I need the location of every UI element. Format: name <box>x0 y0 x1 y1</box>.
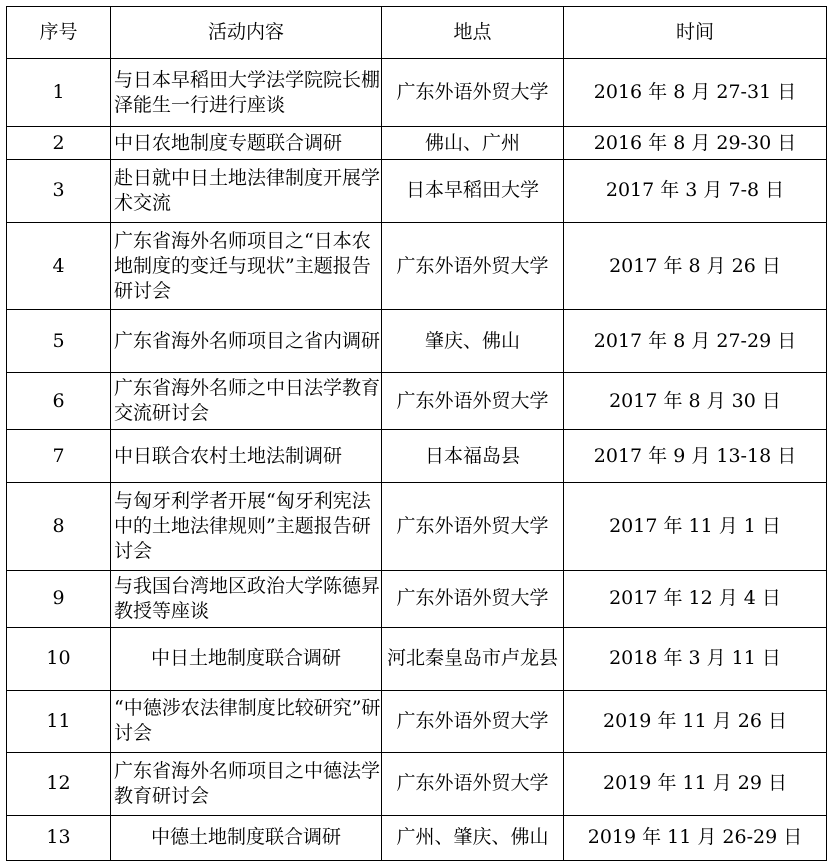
row-content: 中德土地制度联合调研 <box>111 815 382 860</box>
row-content: 与匈牙利学者开展“匈牙利宪法中的土地法律规则”主题报告研讨会 <box>111 482 382 570</box>
table-row <box>7 222 827 310</box>
row-place: 广东外语外贸大学 <box>382 753 564 816</box>
row-content: “中德涉农法律制度比较研究”研讨会 <box>111 690 382 753</box>
row-number: 4 <box>7 222 111 310</box>
table-row <box>7 753 827 816</box>
row-time: 2017 年 8 月 26 日 <box>564 222 827 310</box>
row-content: 赴日就中日土地法律制度开展学术交流 <box>111 160 382 223</box>
table-row <box>7 815 827 860</box>
row-number: 8 <box>7 482 111 570</box>
row-number: 9 <box>7 570 111 627</box>
row-content: 广东省海外名师项目之省内调研 <box>111 310 382 373</box>
table-row <box>7 482 827 570</box>
header-content: 活动内容 <box>111 7 382 59</box>
header-no: 序号 <box>7 7 111 59</box>
row-content: 与日本早稻田大学法学院院长棚泽能生一行进行座谈 <box>111 59 382 127</box>
table-row <box>7 310 827 373</box>
row-place: 肇庆、佛山 <box>382 310 564 373</box>
row-time: 2017 年 12 月 4 日 <box>564 570 827 627</box>
row-content: 中日联合农村土地法制调研 <box>111 430 382 482</box>
row-number: 3 <box>7 160 111 223</box>
row-place: 广东外语外贸大学 <box>382 59 564 127</box>
row-time: 2017 年 8 月 27-29 日 <box>564 310 827 373</box>
row-number: 11 <box>7 690 111 753</box>
table-row <box>7 628 827 691</box>
row-place: 日本早稻田大学 <box>382 160 564 223</box>
table-row <box>7 160 827 223</box>
row-place: 广州、肇庆、佛山 <box>382 815 564 860</box>
row-place: 佛山、广州 <box>382 126 564 159</box>
row-time: 2017 年 11 月 1 日 <box>564 482 827 570</box>
row-place: 广东外语外贸大学 <box>382 222 564 310</box>
row-number: 6 <box>7 372 111 429</box>
row-place: 日本福岛县 <box>382 430 564 482</box>
row-number: 5 <box>7 310 111 373</box>
table-row <box>7 126 827 159</box>
row-number: 7 <box>7 430 111 482</box>
row-time: 2016 年 8 月 27-31 日 <box>564 59 827 127</box>
row-time: 2017 年 3 月 7-8 日 <box>564 160 827 223</box>
table-row <box>7 570 827 627</box>
row-number: 2 <box>7 126 111 159</box>
row-content: 中日土地制度联合调研 <box>111 628 382 691</box>
row-content: 广东省海外名师项目之中德法学教育研讨会 <box>111 753 382 816</box>
row-content: 中日农地制度专题联合调研 <box>111 126 382 159</box>
row-place: 河北秦皇岛市卢龙县 <box>382 628 564 691</box>
row-number: 10 <box>7 628 111 691</box>
row-place: 广东外语外贸大学 <box>382 690 564 753</box>
row-time: 2017 年 8 月 30 日 <box>564 372 827 429</box>
activity-table <box>6 6 827 861</box>
row-number: 13 <box>7 815 111 860</box>
table-header-row <box>7 7 827 59</box>
row-time: 2019 年 11 月 26 日 <box>564 690 827 753</box>
table-row <box>7 430 827 482</box>
row-place: 广东外语外贸大学 <box>382 372 564 429</box>
table-row <box>7 690 827 753</box>
row-time: 2018 年 3 月 11 日 <box>564 628 827 691</box>
row-content: 广东省海外名师项目之“日本农地制度的变迁与现状”主题报告研讨会 <box>111 222 382 310</box>
row-place: 广东外语外贸大学 <box>382 570 564 627</box>
row-place: 广东外语外贸大学 <box>382 482 564 570</box>
header-place: 地点 <box>382 7 564 59</box>
row-time: 2017 年 9 月 13-18 日 <box>564 430 827 482</box>
table-row <box>7 59 827 127</box>
row-time: 2016 年 8 月 29-30 日 <box>564 126 827 159</box>
row-content: 与我国台湾地区政治大学陈德昇教授等座谈 <box>111 570 382 627</box>
row-number: 1 <box>7 59 111 127</box>
table-row <box>7 372 827 429</box>
header-time: 时间 <box>564 7 827 59</box>
row-time: 2019 年 11 月 26-29 日 <box>564 815 827 860</box>
row-content: 广东省海外名师之中日法学教育交流研讨会 <box>111 372 382 429</box>
row-number: 12 <box>7 753 111 816</box>
row-time: 2019 年 11 月 29 日 <box>564 753 827 816</box>
